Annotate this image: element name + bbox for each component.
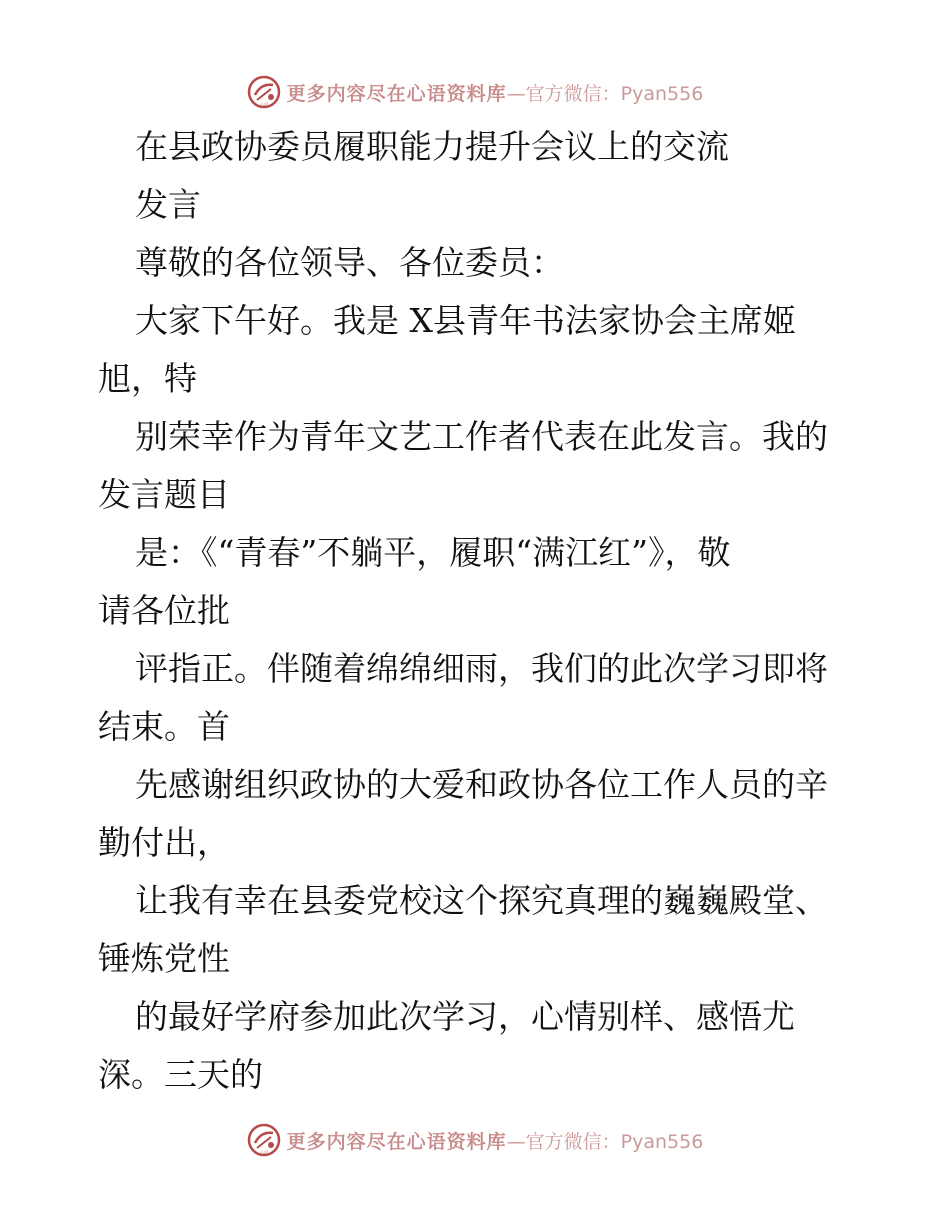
svg-text:心语: 心语 xyxy=(259,102,268,107)
footer-banner-title: 更多内容尽在心语资料库 xyxy=(286,1130,507,1153)
header-banner-wechat: —官方微信：Pyan556 xyxy=(506,82,704,105)
header-banner-title: 更多内容尽在心语资料库 xyxy=(286,82,507,105)
header-banner xyxy=(0,72,950,112)
body-line: 发言题目 xyxy=(98,475,230,514)
body-line: 大家下午好。我是 X县青年书法家协会主席姬 xyxy=(135,301,796,340)
body-line: 勤付出， xyxy=(98,823,230,862)
body-line: 评指正。伴随着绵绵细雨，我们的此次学习即将 xyxy=(135,649,828,688)
xinyu-logo-icon xyxy=(247,1123,281,1157)
body-line: 的最好学府参加此次学习，心情别样、感悟尤 xyxy=(135,997,795,1036)
body-line: 请各位批 xyxy=(98,591,230,630)
body-line: 别荣幸作为青年文艺工作者代表在此发言。我的 xyxy=(135,417,828,456)
body-line: 旭，特 xyxy=(98,359,197,398)
xinyu-logo-icon xyxy=(247,75,281,109)
footer-banner-wechat: —官方微信：Pyan556 xyxy=(506,1130,704,1153)
svg-text:心语: 心语 xyxy=(259,1150,268,1155)
body-line: 让我有幸在县委党校这个探究真理的巍巍殿堂、 xyxy=(135,881,828,920)
body-line: 锤炼党性 xyxy=(98,939,230,978)
body-line: 先感谢组织政协的大爱和政协各位工作人员的辛 xyxy=(135,765,828,804)
document-body xyxy=(98,122,868,1108)
doc-title-line-2: 发言 xyxy=(135,185,201,224)
body-line: 是：《“青春”不躺平，履职“满江红”》，敬 xyxy=(135,533,731,572)
body-line: 结束。首 xyxy=(98,707,230,746)
doc-title-line-1: 在县政协委员履职能力提升会议上的交流 xyxy=(135,127,729,166)
body-line: 深。三天的 xyxy=(98,1055,263,1094)
salutation-line: 尊敬的各位领导、各位委员： xyxy=(135,243,564,282)
footer-banner xyxy=(0,1120,950,1160)
